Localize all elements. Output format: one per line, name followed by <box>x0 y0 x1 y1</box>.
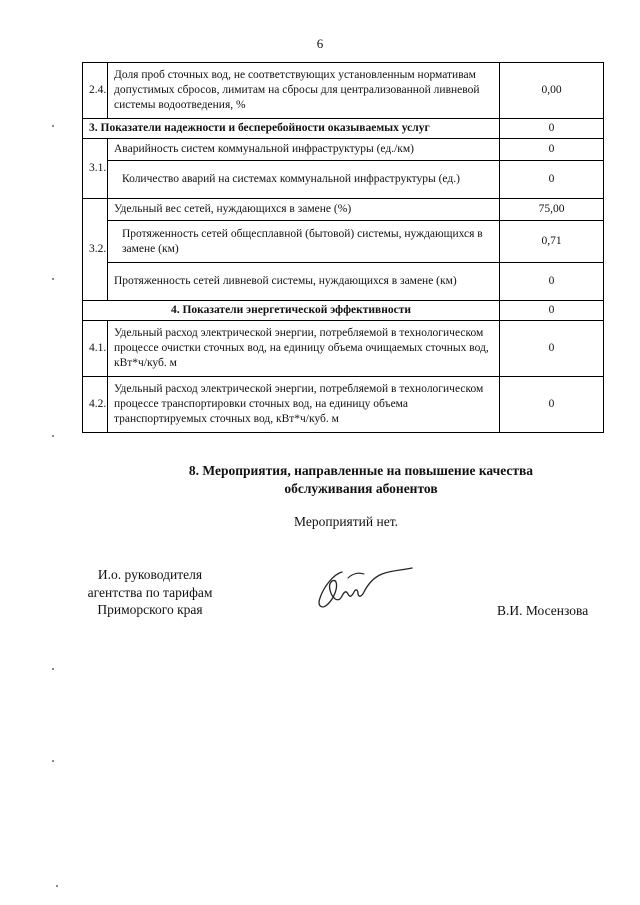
signer-position-line-1: И.о. руководителя <box>97 567 203 582</box>
section-8-title-line-2: обслуживания абонентов <box>284 480 438 496</box>
section-8-heading <box>0 462 640 497</box>
scan-dot <box>52 668 54 670</box>
handwritten-signature <box>312 560 422 620</box>
scan-dot <box>52 760 54 762</box>
row-number: 3.2. <box>83 199 108 301</box>
indicator-value: 0 <box>500 161 604 199</box>
scan-dot <box>52 278 54 280</box>
indicators-table <box>82 62 604 433</box>
scan-dot <box>56 885 58 887</box>
indicator-text: Протяженность сетей общесплавной (бытовой) системы, нуждающихся в замене (км) <box>108 221 500 263</box>
indicator-text: Аварийность систем коммунальной инфраструктуры (ед./км) <box>108 139 500 161</box>
indicator-text: Удельный расход электрической энергии, потребляемой в технологическом процессе очистки сточных вод, на единицу объема очищаемых сточных вод, кВт*ч/куб. м <box>108 321 500 377</box>
indicator-value: 0 <box>500 377 604 433</box>
indicator-value: 0,00 <box>500 63 604 119</box>
indicator-value: 0 <box>500 321 604 377</box>
indicator-text: Протяженность сетей ливневой системы, нуждающихся в замене (км) <box>108 263 500 301</box>
section-row <box>83 119 604 139</box>
indicator-value: 0 <box>500 263 604 301</box>
table-row <box>83 161 604 199</box>
section-value: 0 <box>500 301 604 321</box>
table-row <box>83 63 604 119</box>
no-events-text: Мероприятий нет. <box>294 514 398 529</box>
table-row <box>83 377 604 433</box>
section-title: 4. Показатели энергетической эффективности <box>83 301 500 321</box>
row-number: 4.2. <box>83 377 108 433</box>
section-row <box>83 301 604 321</box>
table-row <box>83 139 604 161</box>
row-number: 2.4. <box>83 63 108 119</box>
indicator-value: 75,00 <box>500 199 604 221</box>
table-row <box>83 321 604 377</box>
indicator-text: Количество аварий на системах коммунальной инфраструктуры (ед.) <box>108 161 500 199</box>
signer-name: В.И. Мосензова <box>497 603 589 618</box>
section-value: 0 <box>500 119 604 139</box>
row-number: 3.1. <box>83 139 108 199</box>
indicator-value: 0,71 <box>500 221 604 263</box>
indicator-text: Доля проб сточных вод, не соответствующих установленным нормативам допустимых сбросов, лимитам на сбросы для централизованной ливневой системы водоотведения, % <box>108 63 500 119</box>
indicator-value: 0 <box>500 139 604 161</box>
signer-position-line-3: Приморского края <box>97 602 203 618</box>
signer-position-line-2: агентства по тарифам <box>87 584 213 600</box>
table-row <box>83 221 604 263</box>
section-title: 3. Показатели надежности и бесперебойности оказываемых услуг <box>83 119 500 139</box>
scan-dot <box>52 435 54 437</box>
table-row <box>83 199 604 221</box>
table-row <box>83 263 604 301</box>
indicator-text: Удельный вес сетей, нуждающихся в замене (%) <box>108 199 500 221</box>
scan-dot <box>52 125 54 127</box>
indicator-text: Удельный расход электрической энергии, потребляемой в технологическом процессе транспортировки сточных вод, на единицу объема транспортируемых сточных вод, кВт*ч/куб. м <box>108 377 500 433</box>
row-number: 4.1. <box>83 321 108 377</box>
signer-position <box>70 566 230 619</box>
page-number: 6 <box>316 36 324 51</box>
section-8-title-line-1: 8. Мероприятия, направленные на повышение качества <box>188 463 534 478</box>
